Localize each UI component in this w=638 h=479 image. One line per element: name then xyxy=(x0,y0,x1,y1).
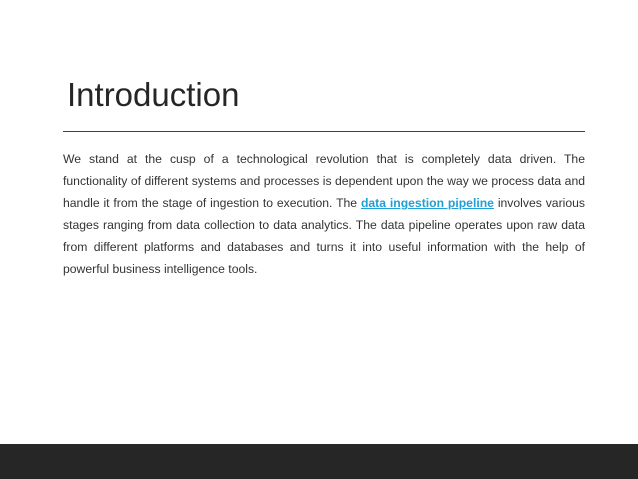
footer-bar xyxy=(0,444,638,479)
title-divider xyxy=(63,131,585,132)
intro-paragraph xyxy=(63,148,585,280)
data-ingestion-pipeline-link[interactable]: data ingestion pipeline xyxy=(360,196,494,210)
paragraph-text-after-link: involves various stages ranging from data collection to data analytics. The data pipeline operates upon raw data from different platforms and databases and turns it into useful information with the help of powerful business intelligence tools. xyxy=(63,196,586,276)
paragraph-text-before-link: We stand at the cusp of a technological revolution that is completely data driven. The functionality of different systems and processes is dependent upon the way we process data and handle it from the stage of ingestion to execution. The xyxy=(63,152,585,210)
slide-title: Introduction xyxy=(67,76,240,113)
